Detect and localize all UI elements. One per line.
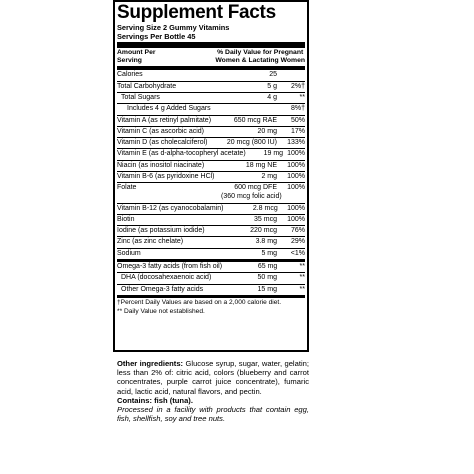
nutrient-dv: 50% [290, 116, 305, 124]
nutrient-row [117, 69, 305, 80]
nutrient-row [117, 171, 305, 182]
nutrient-amount: 50 mg [257, 274, 277, 282]
nutrient-amount: 15 mg [257, 285, 277, 293]
nutrient-amount: 20 mcg (800 IU) [226, 139, 277, 147]
nutrient-name: Total Carbohydrate [117, 82, 177, 90]
nutrient-amount: 220 mcg [250, 227, 277, 235]
nutrient-dv: 100% [287, 215, 305, 223]
panel-title: Supplement Facts [117, 2, 276, 23]
nutrient-name: Vitamin A (as retinyl palmitate) [117, 116, 212, 124]
nutrient-name: Vitamin D (as cholecalciferol) [117, 139, 208, 147]
nutrient-amount: 65 mg [257, 263, 278, 271]
nutrient-dv: <1% [290, 249, 305, 257]
other-ingredients-text: Glucose syrup, sugar, water, gelatin; less than 2% of: citric acid, colors (blueberry and carrot concentrates, purple carrot juice concentrate), fumaric acid, lactic acid, natural flavors, and pectin. [117, 359, 309, 396]
nutrient-amount: 20 mg [257, 127, 277, 135]
dv-header-line2: Women & Lactating Women [215, 57, 305, 65]
nutrient-name: Iodine (as potassium iodide) [117, 227, 205, 235]
nutrient-dv: ** [299, 263, 305, 271]
serving-size: Serving Size 2 Gummy Vitamins [117, 23, 230, 32]
nutrient-amount: 35 mcg [254, 215, 277, 223]
nutrient-dv: 100% [287, 184, 305, 192]
dv-header [215, 49, 305, 65]
nutrient-dv: ** [299, 285, 305, 293]
nutrient-row [117, 262, 305, 272]
nutrient-amount: 2 mg [261, 173, 277, 181]
nutrient-amount: 4 g [267, 94, 277, 101]
nutrient-dv: 100% [287, 150, 305, 158]
nutrient-dv: 76% [290, 227, 305, 235]
nutrient-row [117, 92, 305, 103]
other-ingredients-label: Other ingredients: [117, 359, 184, 368]
nutrient-row [117, 272, 305, 283]
folate-amount-line1: 600 mcg DFE [234, 184, 277, 192]
nutrient-name: Folate [117, 184, 137, 192]
footnote-daily-values: †Percent Daily Values are based on a 2,000 calorie diet. [117, 298, 282, 306]
nutrient-name: Niacin (as inositol niacinate) [117, 161, 205, 169]
nutrient-amount: 3.8 mg [255, 238, 277, 246]
column-header [117, 48, 305, 66]
nutrient-amount: 19 mg [263, 150, 284, 158]
nutrient-row [117, 81, 305, 92]
nutrient-row [117, 103, 305, 114]
nutrient-name: Total Sugars [121, 94, 160, 101]
nutrient-row [117, 115, 305, 126]
nutrient-name: Zinc (as zinc chelate) [117, 238, 184, 246]
nutrient-row [117, 182, 305, 202]
nutrient-name: Vitamin E (as d-alpha-tocopheryl acetate) [117, 150, 246, 158]
nutrient-name: Omega-3 fatty acids (from fish oil) [117, 263, 223, 271]
amount-header-line1: Amount Per [117, 49, 156, 56]
nutrient-dv: 29% [290, 238, 305, 246]
nutrient-name: Vitamin C (as ascorbic acid) [117, 127, 205, 135]
nutrient-row [117, 225, 305, 236]
nutrient-row [117, 137, 305, 148]
dv-header-line1: % Daily Value for Pregnant [217, 49, 304, 56]
other-ingredients [117, 359, 309, 423]
nutrient-name: Other Omega-3 fatty acids [121, 285, 204, 293]
nutrient-dv: 100% [287, 161, 305, 169]
folate-amount-line2: (360 mcg folic acid) [221, 192, 282, 200]
nutrient-name: Biotin [117, 215, 135, 223]
facility-statement: Processed in a facility with products that contain egg, fish, shellfish, soy and tree nuts. [117, 405, 309, 424]
nutrient-dv: 133% [287, 139, 305, 147]
footnote-not-established: ** Daily Value not established. [117, 307, 205, 315]
nutrient-amount: 2.8 mcg [252, 204, 278, 212]
nutrient-dv: 100% [287, 173, 305, 181]
nutrient-amount: 5 mg [261, 249, 277, 257]
nutrient-name: Sodium [117, 249, 141, 257]
nutrient-name: Includes 4 g Added Sugars [127, 105, 211, 113]
nutrient-row [117, 203, 305, 214]
nutrient-name: DHA (docosahexaenoic acid) [121, 274, 212, 282]
allergen-statement: Contains: fish (tuna). [117, 395, 193, 405]
nutrient-amount: 650 mcg RAE [233, 116, 277, 124]
nutrient-amount [221, 184, 281, 201]
nutrient-name: Calories [117, 71, 143, 79]
nutrient-name: Vitamin B-12 (as cyanocobalamin) [117, 204, 224, 212]
nutrient-dv: 17% [290, 127, 305, 135]
nutrient-dv: ** [299, 94, 305, 101]
nutrient-name: Vitamin B-6 (as pyridoxine HCl) [117, 173, 215, 181]
nutrient-dv: 2%† [290, 82, 305, 90]
nutrient-amount: 18 mg NE [245, 161, 277, 169]
nutrient-amount: 5 g [267, 82, 277, 90]
nutrient-row [117, 214, 305, 225]
nutrient-row [117, 284, 305, 298]
nutrient-row [117, 148, 305, 159]
nutrient-row [117, 160, 305, 171]
amount-header [117, 49, 156, 65]
nutrient-row [117, 126, 305, 137]
nutrient-amount: 25 [269, 71, 277, 79]
amount-header-line2: Serving [117, 57, 142, 65]
servings-per-container: Servings Per Bottle 45 [117, 32, 196, 41]
nutrient-dv: ** [299, 274, 305, 282]
nutrient-row [117, 236, 305, 247]
nutrient-dv: 100% [287, 204, 305, 212]
supplement-facts-panel [113, 0, 309, 352]
nutrient-dv: 8%† [290, 105, 305, 113]
nutrient-row [117, 248, 305, 262]
